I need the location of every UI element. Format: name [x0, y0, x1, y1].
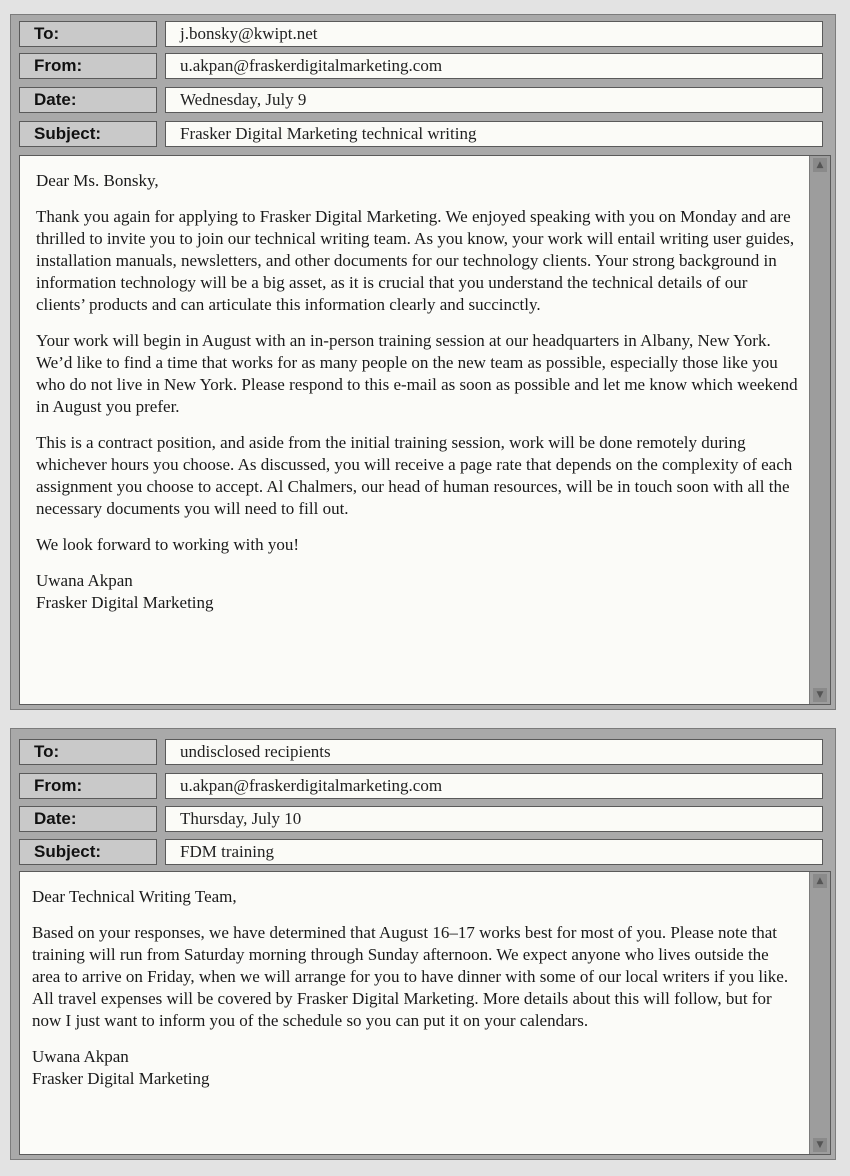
date-label: Date:	[19, 806, 157, 832]
to-row	[19, 21, 823, 47]
paragraph: Your work will begin in August with an in-person training session at our headquarters in Albany, New York. We’d like to find a time that works for as many people on the new team as possible, especially those like you who do not live in New York. Please respond to this e-mail as soon as possible and let me know which weekend in August you prefer.	[36, 331, 798, 416]
message-body[interactable]	[19, 155, 831, 705]
to-field[interactable]: undisclosed recipients	[165, 739, 823, 765]
from-row	[19, 53, 823, 79]
paragraph: This is a contract position, and aside from the initial training session, work will be done remotely during whichever hours you choose. As discussed, you will receive a page rate that depends on the complexity of each assignment you choose to accept. Al Chalmers, our head of human resources, will be in touch soon with all the necessary documents you will need to fill out.	[36, 433, 793, 518]
email-window-2	[10, 728, 836, 1160]
date-label: Date:	[19, 87, 157, 113]
signature-company: Frasker Digital Marketing	[32, 1069, 210, 1088]
subject-row	[19, 839, 823, 865]
subject-label: Subject:	[19, 121, 157, 147]
scrollbar[interactable]	[809, 872, 830, 1154]
to-label: To:	[19, 739, 157, 765]
message-body[interactable]	[19, 871, 831, 1155]
greeting: Dear Ms. Bonsky,	[36, 171, 159, 190]
email-window-1	[10, 14, 836, 710]
date-row	[19, 806, 823, 832]
from-label: From:	[19, 53, 157, 79]
date-row	[19, 87, 823, 113]
from-field[interactable]: u.akpan@fraskerdigitalmarketing.com	[165, 53, 823, 79]
date-field[interactable]: Wednesday, July 9	[165, 87, 823, 113]
paragraph: We look forward to working with you!	[36, 535, 300, 554]
from-row	[19, 773, 823, 799]
scroll-down-arrow-icon[interactable]: ▼	[813, 688, 827, 702]
from-label: From:	[19, 773, 157, 799]
from-field[interactable]: u.akpan@fraskerdigitalmarketing.com	[165, 773, 823, 799]
date-field[interactable]: Thursday, July 10	[165, 806, 823, 832]
subject-label: Subject:	[19, 839, 157, 865]
signature-name: Uwana Akpan	[36, 571, 133, 590]
paragraph: Based on your responses, we have determined that August 16–17 works best for most of you. Please note that training will run from Saturday morning through Sunday afternoon. We expect anyone who lives outside the area to arrive on Friday, when we will arrange for you to have dinner with some of our local writers if you like. All travel expenses will be covered by Frasker Digital Marketing. More details about this will follow, but for now I just want to inform you of the schedule so you can put it on your calendars.	[32, 923, 789, 1030]
message-text	[36, 170, 800, 614]
subject-field[interactable]: FDM training	[165, 839, 823, 865]
signature-name: Uwana Akpan	[32, 1047, 129, 1066]
to-label: To:	[19, 21, 157, 47]
message-text	[32, 886, 800, 1090]
paragraph: Thank you again for applying to Frasker Digital Marketing. We enjoyed speaking with you on Monday and are thrilled to invite you to join our technical writing team. As you know, your work will entail writing user guides, installation manuals, newsletters, and other documents for our technology clients. Your strong background in information technology will be a big asset, as it is crucial that you understand the technical details of our clients’ products and can articulate this information clearly and succinctly.	[36, 207, 795, 314]
to-row	[19, 739, 823, 765]
signature-company: Frasker Digital Marketing	[36, 593, 214, 612]
to-field[interactable]: j.bonsky@kwipt.net	[165, 21, 823, 47]
scroll-up-arrow-icon[interactable]: ▲	[813, 158, 827, 172]
subject-field[interactable]: Frasker Digital Marketing technical writing	[165, 121, 823, 147]
scroll-down-arrow-icon[interactable]: ▼	[813, 1138, 827, 1152]
greeting: Dear Technical Writing Team,	[32, 887, 237, 906]
scroll-up-arrow-icon[interactable]: ▲	[813, 874, 827, 888]
scrollbar[interactable]	[809, 156, 830, 704]
subject-row	[19, 121, 823, 147]
